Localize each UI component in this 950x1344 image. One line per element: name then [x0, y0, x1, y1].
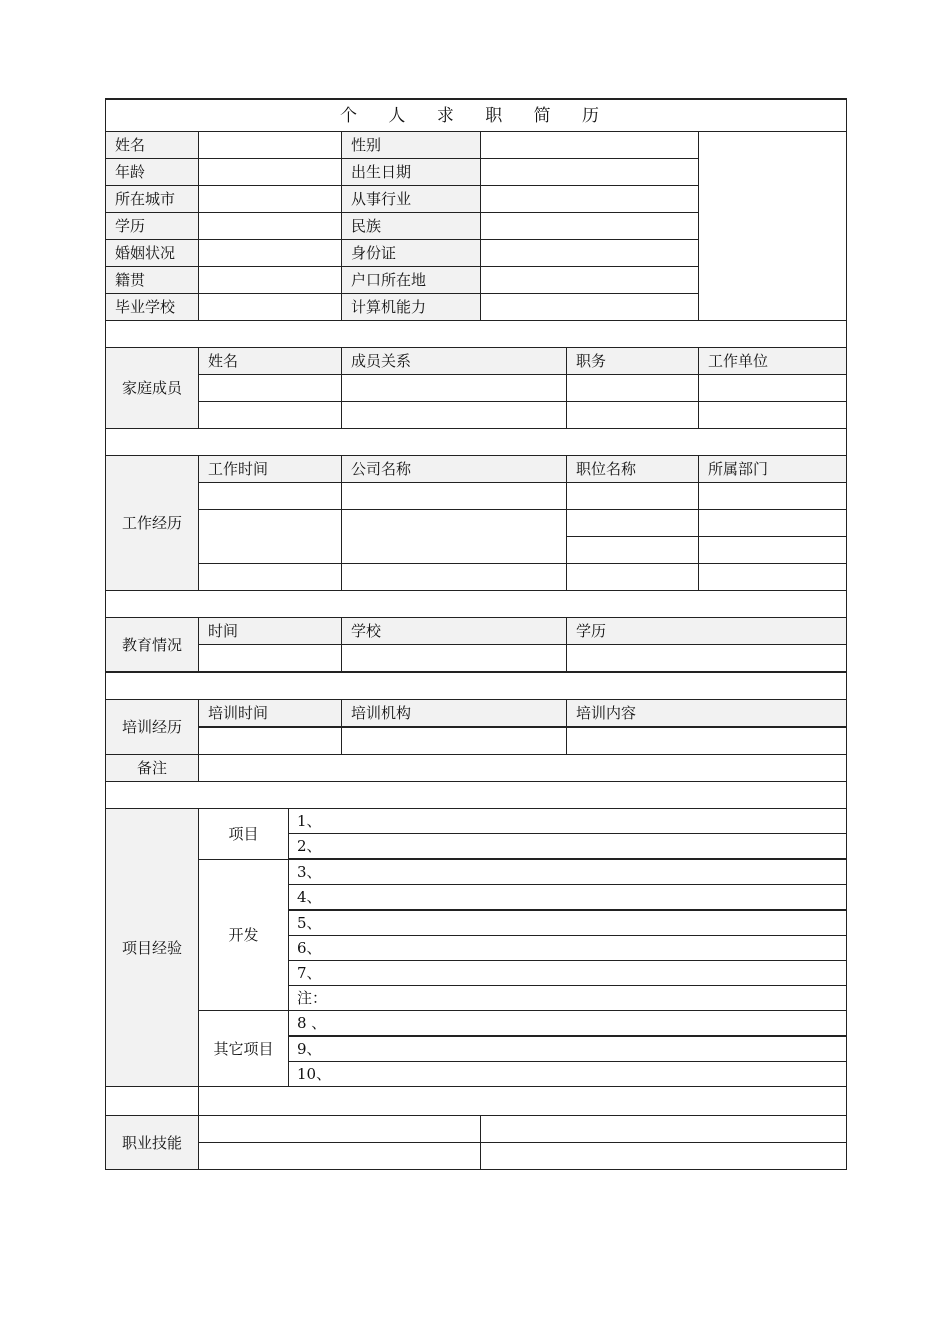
resume-table [105, 98, 847, 1170]
field-label-marital-status: 婚姻状况 [106, 240, 199, 267]
page-title: 个 人 求 职 简 历 [106, 99, 847, 132]
remarks-cell[interactable] [199, 755, 847, 782]
field-value-ethnicity[interactable] [481, 213, 699, 240]
section-label-remarks: 备注 [106, 755, 199, 782]
work-header-time: 工作时间 [199, 456, 342, 483]
project-group-label: 其它项目 [199, 1011, 289, 1087]
field-label-id-card: 身份证 [342, 240, 481, 267]
family-header-relation: 成员关系 [342, 348, 567, 375]
section-label-work: 工作经历 [106, 456, 199, 591]
family-cell[interactable] [199, 375, 342, 402]
education-header-degree: 学历 [567, 618, 847, 645]
spacer-row [106, 591, 847, 618]
spacer-row [106, 672, 847, 700]
field-label-school: 毕业学校 [106, 294, 199, 321]
spacer-row [106, 429, 847, 456]
education-cell[interactable] [199, 645, 342, 673]
resume-form [105, 98, 846, 1170]
work-cell[interactable] [567, 483, 699, 510]
field-value-id-card[interactable] [481, 240, 699, 267]
family-cell[interactable] [199, 402, 342, 429]
section-label-family: 家庭成员 [106, 348, 199, 429]
spacer-row [106, 782, 847, 809]
field-value-industry[interactable] [481, 186, 699, 213]
field-label-household-registration: 户口所在地 [342, 267, 481, 294]
training-header-content: 培训内容 [567, 700, 847, 728]
field-value-age[interactable] [199, 159, 342, 186]
field-label-computer-skills: 计算机能力 [342, 294, 481, 321]
field-value-marital-status[interactable] [199, 240, 342, 267]
project-item[interactable]: 1、 [289, 809, 847, 834]
work-cell[interactable] [199, 564, 342, 591]
field-label-age: 年龄 [106, 159, 199, 186]
field-label-gender: 性别 [342, 132, 481, 159]
family-cell[interactable] [567, 402, 699, 429]
training-cell[interactable] [199, 727, 342, 755]
skills-cell[interactable] [199, 1116, 481, 1143]
field-value-name[interactable] [199, 132, 342, 159]
education-cell[interactable] [567, 645, 847, 673]
field-value-education-level[interactable] [199, 213, 342, 240]
project-item[interactable]: 3、 [289, 859, 847, 885]
work-cell[interactable] [342, 483, 567, 510]
skills-cell[interactable] [481, 1116, 847, 1143]
work-header-company: 公司名称 [342, 456, 567, 483]
field-label-industry: 从事行业 [342, 186, 481, 213]
project-group-label: 开发 [199, 859, 289, 1011]
work-cell[interactable] [699, 483, 847, 510]
section-label-skills: 职业技能 [106, 1116, 199, 1170]
field-value-computer-skills[interactable] [481, 294, 699, 321]
project-item[interactable]: 5、 [289, 910, 847, 936]
skills-cell[interactable] [199, 1143, 481, 1170]
family-cell[interactable] [699, 402, 847, 429]
family-header-employer: 工作单位 [699, 348, 847, 375]
field-value-school[interactable] [199, 294, 342, 321]
field-label-ethnicity: 民族 [342, 213, 481, 240]
work-cell[interactable] [699, 564, 847, 591]
field-value-city[interactable] [199, 186, 342, 213]
family-header-name: 姓名 [199, 348, 342, 375]
family-cell[interactable] [567, 375, 699, 402]
work-cell[interactable] [342, 510, 567, 564]
skills-cell[interactable] [481, 1143, 847, 1170]
family-cell[interactable] [342, 375, 567, 402]
photo-box[interactable] [699, 132, 847, 321]
blank-cell[interactable] [199, 1087, 847, 1116]
project-item[interactable]: 4、 [289, 885, 847, 911]
work-cell[interactable] [699, 537, 847, 564]
project-item[interactable]: 6、 [289, 936, 847, 961]
field-value-birthdate[interactable] [481, 159, 699, 186]
project-item[interactable]: 注： [289, 986, 847, 1011]
work-cell[interactable] [199, 510, 342, 564]
work-cell[interactable] [567, 564, 699, 591]
education-cell[interactable] [342, 645, 567, 673]
field-value-native-place[interactable] [199, 267, 342, 294]
section-label-education: 教育情况 [106, 618, 199, 673]
work-header-title: 职位名称 [567, 456, 699, 483]
field-label-education-level: 学历 [106, 213, 199, 240]
work-cell[interactable] [699, 510, 847, 537]
family-cell[interactable] [342, 402, 567, 429]
training-header-time: 培训时间 [199, 700, 342, 728]
field-label-birthdate: 出生日期 [342, 159, 481, 186]
work-cell[interactable] [342, 564, 567, 591]
project-item[interactable]: 8 、 [289, 1011, 847, 1037]
family-header-position: 职务 [567, 348, 699, 375]
section-label-training: 培训经历 [106, 700, 199, 755]
work-cell[interactable] [567, 510, 699, 537]
field-label-native-place: 籍贯 [106, 267, 199, 294]
project-group-label: 项目 [199, 809, 289, 860]
work-header-department: 所属部门 [699, 456, 847, 483]
training-cell[interactable] [342, 727, 567, 755]
spacer-row [106, 321, 847, 348]
work-cell[interactable] [199, 483, 342, 510]
field-label-city: 所在城市 [106, 186, 199, 213]
field-value-household-registration[interactable] [481, 267, 699, 294]
project-item[interactable]: 2、 [289, 834, 847, 860]
training-header-institution: 培训机构 [342, 700, 567, 728]
training-cell[interactable] [567, 727, 847, 755]
section-label-projects: 项目经验 [106, 809, 199, 1087]
education-header-school: 学校 [342, 618, 567, 645]
field-label-name: 姓名 [106, 132, 199, 159]
project-item[interactable]: 7、 [289, 961, 847, 986]
family-cell[interactable] [699, 375, 847, 402]
project-item[interactable]: 10、 [289, 1062, 847, 1087]
blank-label-cell [106, 1087, 199, 1116]
project-item[interactable]: 9、 [289, 1036, 847, 1062]
work-cell[interactable] [567, 537, 699, 564]
field-value-gender[interactable] [481, 132, 699, 159]
education-header-time: 时间 [199, 618, 342, 645]
